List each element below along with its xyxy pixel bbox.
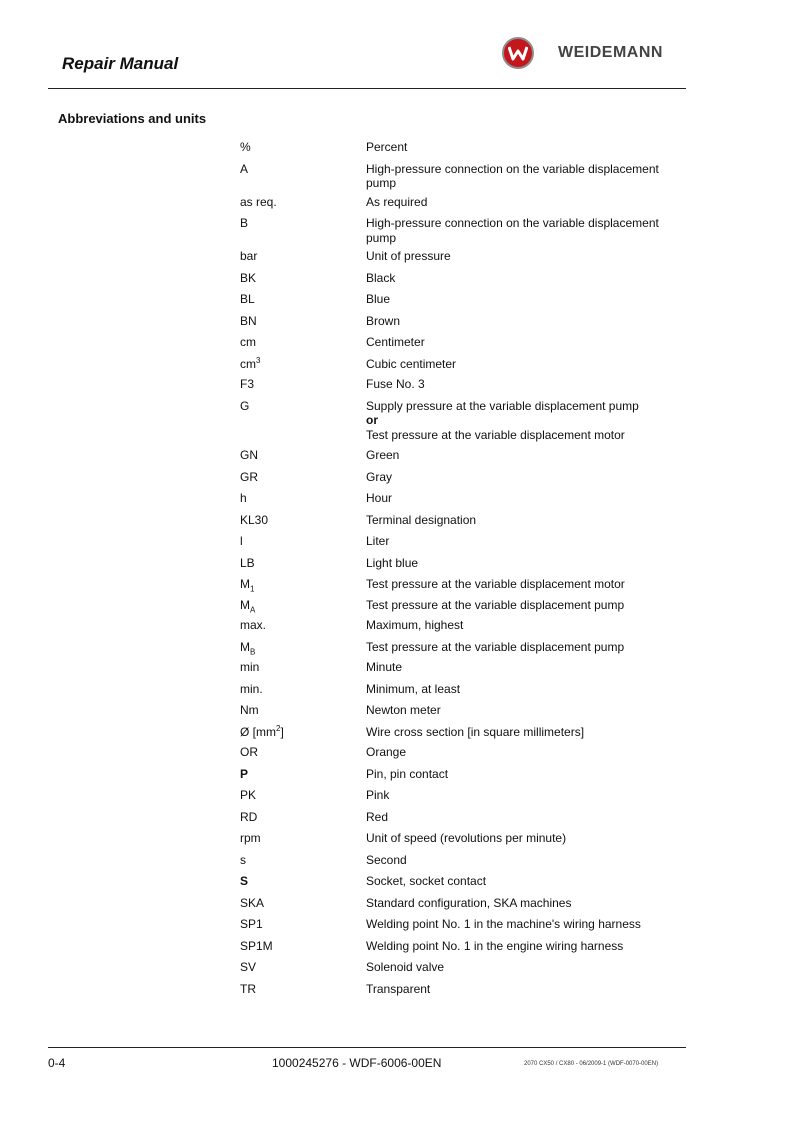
header-divider: [48, 88, 686, 89]
abbreviation-term: PK: [240, 788, 257, 802]
abbreviation-term: $M_B$: [240, 639, 256, 656]
abbreviation-term: SKA: [240, 895, 265, 910]
abbreviation-description: Unit of pressure: [366, 249, 451, 263]
abbreviation-description: Light blue: [366, 555, 419, 570]
abbreviation-term: TR: [240, 981, 256, 996]
abbreviation-term: $M_1$: [240, 577, 255, 594]
abbreviation-row: [240, 292, 680, 307]
abbreviation-description: High-pressure connection on the variable displacement pump: [366, 161, 659, 190]
abbreviation-description: Supply pressure at the variable displacement pump or Test pressure at the variable displacement motor: [366, 398, 639, 442]
abbreviation-term: s: [240, 852, 246, 867]
abbreviation-description: Black: [366, 270, 396, 285]
abbreviation-row: [240, 216, 680, 245]
abbreviation-row: [240, 682, 680, 697]
abbreviation-term: P: [240, 766, 249, 781]
abbreviation-term: $cm^3$: [240, 355, 261, 371]
abbreviation-row: [240, 314, 680, 329]
abbreviation-description: Test pressure at the variable displacement pump: [366, 639, 625, 654]
abbreviation-term: BL: [240, 292, 255, 306]
abbreviation-term: rpm: [240, 831, 261, 845]
abbreviation-row: [240, 513, 680, 528]
abbreviation-row: [240, 249, 680, 264]
abbreviation-description: Terminal designation: [366, 512, 477, 527]
abbreviation-term: Nm: [240, 703, 259, 717]
abbreviation-term: B: [240, 216, 249, 230]
abbreviation-description: Red: [366, 809, 389, 824]
abbreviation-description: Second: [366, 852, 407, 867]
abbreviation-row: [240, 271, 680, 286]
weidemann-w-logo-icon: [502, 37, 534, 69]
abbreviation-description: Green: [366, 448, 400, 462]
abbreviation-term: bar: [240, 249, 258, 263]
abbreviation-description: Standard configuration, SKA machines: [366, 895, 572, 910]
abbreviation-term: BN: [240, 313, 257, 328]
abbreviation-row: [240, 640, 680, 655]
abbreviation-description: Welding point No. 1 in the engine wiring harness: [366, 938, 624, 953]
abbreviation-row: [240, 195, 680, 210]
brand-logo: [502, 36, 663, 70]
abbreviation-description: Cubic centimeter: [366, 356, 457, 371]
abbreviation-term: KL30: [240, 512, 269, 527]
abbreviation-row: [240, 831, 680, 846]
abbreviation-term: as req.: [240, 194, 277, 209]
abbreviation-term: Ø $[mm^2]$: [240, 723, 284, 739]
abbreviation-description: Liter: [366, 534, 390, 548]
document-reference: 2070 CX50 / CX80 - 06/2009-1 (WDF-0070-00EN): [524, 1061, 659, 1067]
abbreviation-description: Solenoid valve: [366, 960, 445, 974]
abbreviation-term: SP1: [240, 917, 263, 931]
abbreviation-row: [240, 556, 680, 571]
abbreviation-row: [240, 745, 680, 760]
abbreviation-row: [240, 491, 680, 506]
abbreviation-description: Percent: [366, 140, 408, 154]
abbreviation-row: [240, 357, 680, 372]
abbreviation-term: max.: [240, 618, 267, 632]
abbreviation-term: cm: [240, 335, 256, 349]
abbreviation-row: [240, 982, 680, 997]
abbreviation-description: Unit of speed (revolutions per minute): [366, 831, 567, 845]
abbreviation-description: Maximum, highest: [366, 618, 464, 632]
abbreviation-row: [240, 960, 680, 975]
abbreviation-row: [240, 377, 680, 392]
abbreviation-row: [240, 788, 680, 803]
abbreviation-row: [240, 618, 680, 633]
abbreviation-description: Hour: [366, 491, 393, 505]
abbreviation-row: [240, 810, 680, 825]
abbreviation-description: Socket, socket contact: [366, 874, 487, 888]
abbreviation-term: GR: [240, 469, 258, 484]
abbreviation-description: Wire cross section [in square millimeters]: [366, 724, 585, 739]
abbreviation-description: Pin, pin contact: [366, 766, 449, 781]
abbreviation-row: [240, 660, 680, 675]
abbreviation-description: Pink: [366, 788, 390, 802]
abbreviation-term: OR: [240, 745, 258, 759]
abbreviation-description: Brown: [366, 313, 401, 328]
abbreviation-description: As required: [366, 194, 428, 209]
abbreviation-row: [240, 470, 680, 485]
abbreviation-list: [240, 140, 680, 1003]
abbreviation-term: l: [240, 534, 243, 548]
page-title: Repair Manual: [62, 54, 179, 73]
abbreviation-description: Test pressure at the variable displacement motor: [366, 577, 625, 591]
abbreviation-row: [240, 577, 680, 592]
abbreviation-term: S: [240, 874, 249, 888]
abbreviation-term: min: [240, 660, 260, 674]
brand-name: WEIDEMANN: [558, 44, 663, 61]
section-title: Abbreviations and units: [58, 111, 207, 126]
abbreviation-row: [240, 853, 680, 868]
abbreviation-row: [240, 917, 680, 932]
abbreviation-term: %: [240, 140, 251, 154]
abbreviation-term: RD: [240, 809, 258, 824]
abbreviation-term: LB: [240, 555, 255, 570]
abbreviation-term: h: [240, 491, 247, 505]
abbreviation-description: Minute: [366, 660, 403, 674]
abbreviation-term: A: [240, 161, 249, 176]
abbreviation-description: Test pressure at the variable displacement pump: [366, 597, 625, 612]
abbreviation-term: GN: [240, 448, 258, 462]
abbreviation-row: [240, 140, 680, 155]
abbreviation-term: SP1M: [240, 938, 273, 953]
abbreviation-term: min.: [240, 681, 263, 696]
abbreviation-row: [240, 598, 680, 613]
abbreviation-description: Newton meter: [366, 703, 441, 717]
abbreviation-row: [240, 874, 680, 889]
abbreviation-description: Fuse No. 3: [366, 377, 425, 391]
abbreviation-row: [240, 725, 680, 740]
abbreviation-row: [240, 703, 680, 718]
abbreviation-description: Orange: [366, 745, 407, 759]
page-number: 0-4: [48, 1056, 66, 1070]
abbreviation-row: [240, 939, 680, 954]
abbreviation-row: [240, 896, 680, 911]
abbreviation-description: Blue: [366, 292, 391, 306]
abbreviation-description: High-pressure connection on the variable displacement pump: [366, 216, 659, 245]
document-id: 1000245276 - WDF-6006-00EN: [272, 1056, 442, 1070]
abbreviation-term: SV: [240, 960, 257, 974]
abbreviation-row: [240, 534, 680, 549]
abbreviation-description: Minimum, at least: [366, 681, 461, 696]
abbreviation-row: [240, 448, 680, 463]
abbreviation-row: [240, 335, 680, 350]
abbreviation-row: [240, 399, 680, 443]
abbreviation-description: Gray: [366, 469, 393, 484]
abbreviation-term: BK: [240, 270, 257, 285]
abbreviation-term: F3: [240, 377, 255, 391]
abbreviation-term: G: [240, 398, 250, 413]
abbreviation-description: Centimeter: [366, 335, 425, 349]
abbreviation-row: [240, 162, 680, 191]
footer-divider: [48, 1047, 686, 1048]
abbreviation-row: [240, 767, 680, 782]
abbreviation-term: $M_A$: [240, 597, 256, 614]
abbreviation-description: Transparent: [366, 981, 431, 996]
abbreviation-description: Welding point No. 1 in the machine's wiring harness: [366, 917, 641, 931]
